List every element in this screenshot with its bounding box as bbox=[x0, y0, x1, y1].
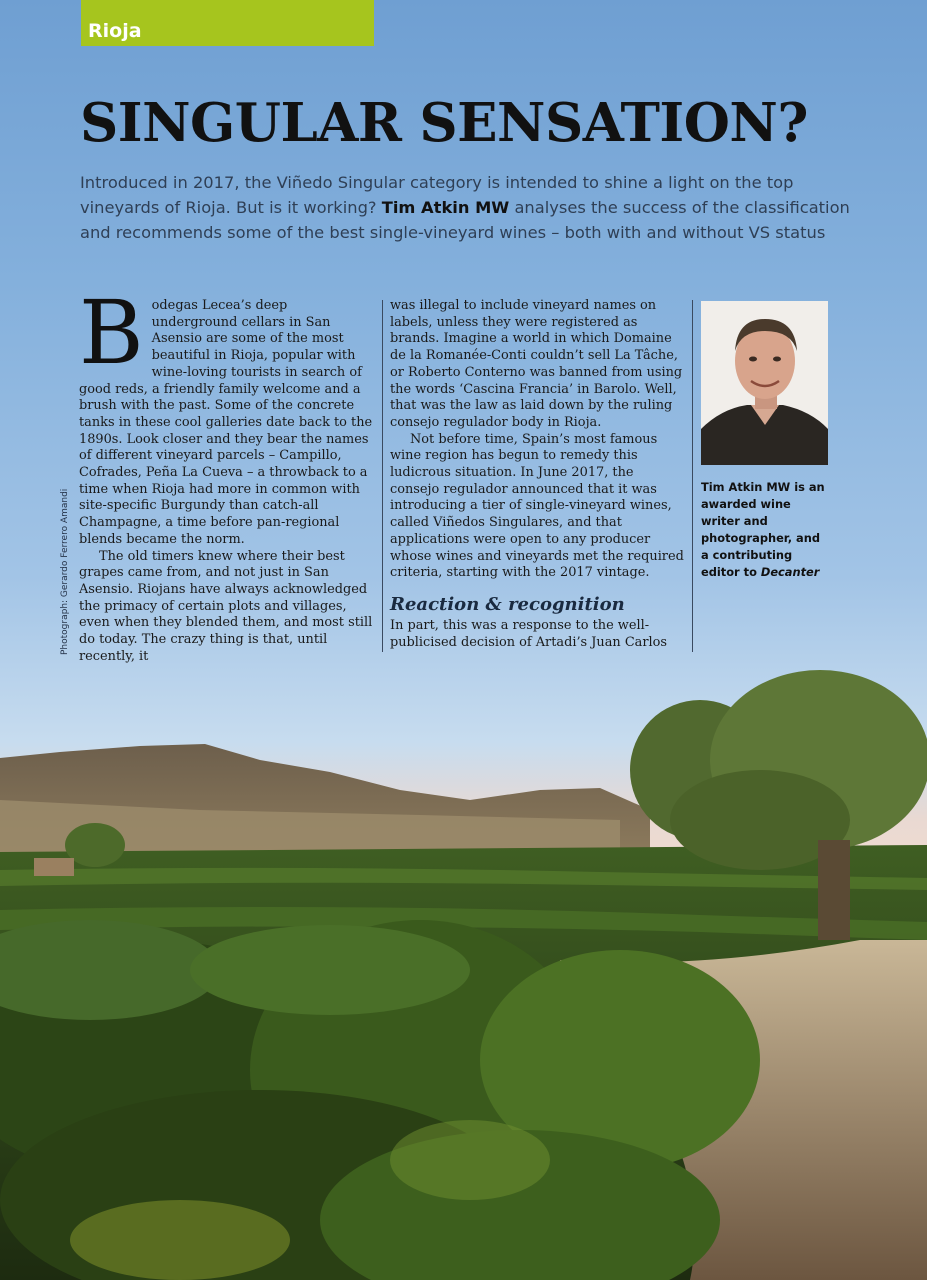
paragraph-4: Not before time, Spain’s most famous wine region has begun to remedy this ludicrous situation. In June 2017, the consejo regulador announced that it was introducing a tier of single-vineyard wines, called Viñedos Singulares, and that applications were open to any producer whose wines and vineyards met the required criteria, starting with the 2017 vintage. bbox=[390, 431, 684, 581]
caption-publication: Decanter bbox=[760, 565, 820, 579]
author-caption bbox=[701, 479, 831, 581]
drop-cap: B bbox=[79, 281, 144, 384]
vineyard-photo bbox=[0, 640, 927, 1280]
column-divider bbox=[692, 300, 693, 652]
standfirst-intro: Introduced in 2017, the Viñedo Singular category is intended to shine a light on the top vineyards of Rioja. But is it working? bbox=[80, 173, 794, 217]
headline: SINGULAR SENSATION? bbox=[80, 92, 808, 154]
section-tag bbox=[81, 0, 374, 46]
paragraph-1 bbox=[79, 281, 373, 549]
standfirst bbox=[80, 170, 850, 245]
caption-text: Tim Atkin MW is an awarded wine writer and photographer, and a contributing editor to bbox=[701, 480, 825, 579]
subheading: Reaction & recognition bbox=[390, 593, 625, 615]
article-column-1 bbox=[79, 281, 373, 665]
article-column-2 bbox=[390, 298, 686, 651]
paragraph-3: was illegal to include vineyard names on labels, unless they were registered as brands. Imagine a world in which Domaine de la Romanée-Conti couldn’t sell La Tâche, or Roberto Conterno was banned from using the words ‘Cascina Francia’ in Barolo. Well, that was the law as laid down by the ruling consejo regulador body in Rioja. bbox=[390, 298, 683, 430]
section-tag-label: Rioja bbox=[88, 20, 142, 42]
author-name: Tim Atkin MW bbox=[381, 198, 510, 217]
standfirst-outro: analyses the success of the classification and recommends some of the best single-vineyard wines – both with and without VS status bbox=[80, 198, 850, 242]
photo-credit: Photograph: Gerardo Ferrero Amandi bbox=[60, 488, 70, 655]
paragraph-5: In part, this was a response to the well-publicised decision of Artadi’s Juan Carlos bbox=[390, 617, 668, 650]
paragraph-1-text: odegas Lecea’s deep underground cellars in San Asensio are some of the most beautiful in Rioja, popular with wine-loving tourists in search of good reds, a friendly family welcome and a brush with the past. Some of the concrete tanks in these cool galleries date back to the 1890s. Look closer and they bear the names of different vineyard parcels – Campillo, Cofrades, Peña La Cueva – a throwback to a time when Rioja had more in common with site-specific Burgundy than catch-all Champagne, a time before pan-regional blends became the norm. bbox=[79, 298, 373, 547]
author-portrait bbox=[701, 301, 828, 465]
paragraph-2: The old timers knew where their best grapes came from, and not just in San Asensio. Riojans have always acknowledged the primacy of certain plots and villages, even when they blended them, and most still do today. The crazy thing is that, until recently, it bbox=[79, 548, 373, 664]
column-divider bbox=[382, 300, 383, 652]
